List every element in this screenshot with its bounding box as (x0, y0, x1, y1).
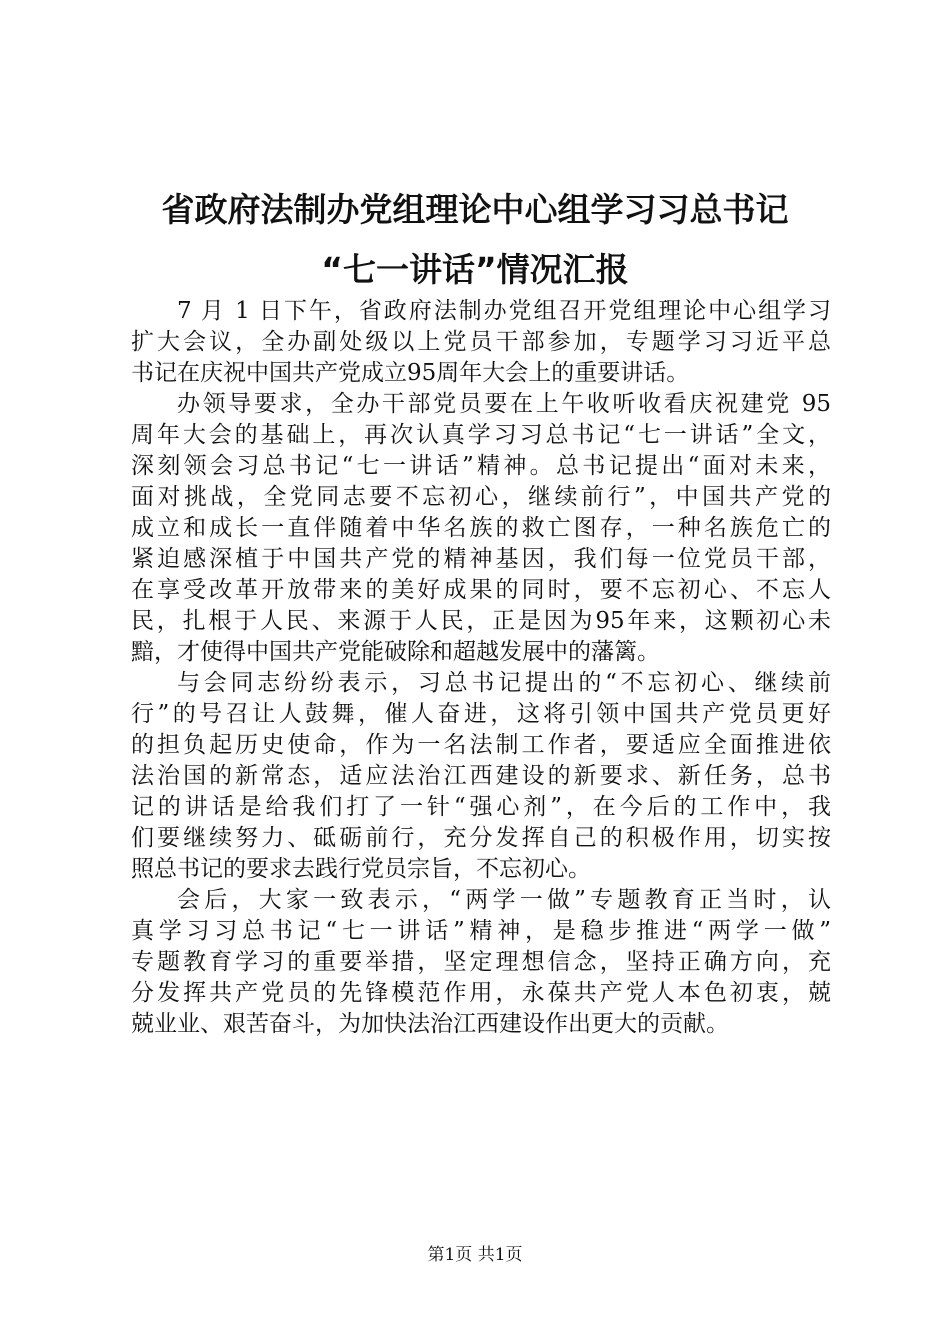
paragraph-line: 办领导要求，全办干部党员要在上午收听收看庆祝建党 95 (177, 391, 831, 417)
paragraph-line: 面对挑战，全党同志要不忘初心，继续前行”，中国共产党的 (131, 484, 831, 510)
paragraph-line: 扩大会议，全办副处级以上党员干部参加，专题学习习近平总 (131, 329, 831, 355)
paragraph-line: 成立和成长一直伴随着中华名族的救亡图存，一种名族危亡的 (131, 515, 831, 541)
paragraph-1 (131, 296, 831, 389)
paragraph-line: 周年大会的基础上，再次认真学习习总书记“七一讲话”全文， (131, 422, 831, 448)
paragraph-line: 分发挥共产党员的先锋模范作用，永葆共产党人本色初衷，兢 (131, 980, 831, 1006)
paragraph-line: 兢业业、艰苦奋斗，为加快法治江西建设作出更大的贡献。 (131, 1011, 729, 1037)
paragraph-line: 行”的号召让人鼓舞，催人奋进，这将引领中国共产党员更好 (131, 701, 831, 727)
paragraph-line: 会后，大家一致表示，“两学一做”专题教育正当时，认 (177, 887, 831, 913)
page-footer: 第1页 共1页 (427, 1245, 523, 1265)
document-body (131, 296, 831, 1040)
paragraph-line: 的担负起历史使命，作为一名法制工作者，要适应全面推进依 (131, 732, 831, 758)
paragraph-line: 真学习习总书记“七一讲话”精神，是稳步推进“两学一做” (131, 918, 831, 944)
paragraph-line: 照总书记的要求去践行党员宗旨，不忘初心。 (131, 856, 591, 882)
paragraph-line: 们要继续努力、砥砺前行，充分发挥自己的积极作用，切实按 (131, 825, 831, 851)
paragraph-3 (131, 668, 831, 885)
document-title-line-1: 省政府法制办党组理论中心组学习习总书记 (161, 190, 789, 229)
paragraph-line: 与会同志纷纷表示，习总书记提出的“不忘初心、继续前 (177, 670, 831, 696)
paragraph-4 (131, 885, 831, 1040)
paragraph-2 (131, 389, 831, 668)
paragraph-line: 黯，才使得中国共产党能破除和超越发展中的藩篱。 (131, 639, 660, 665)
paragraph-line: 法治国的新常态，适应法治江西建设的新要求、新任务，总书 (131, 763, 831, 789)
paragraph-line: 记的讲话是给我们打了一针“强心剂”，在今后的工作中，我 (131, 794, 831, 820)
paragraph-line: 专题教育学习的重要举措，坚定理想信念，坚持正确方向，充 (131, 949, 831, 975)
paragraph-line: 紧迫感深植于中国共产党的精神基因，我们每一位党员干部， (131, 546, 831, 572)
paragraph-line: 书记在庆祝中国共产党成立95周年大会上的重要讲话。 (131, 360, 690, 386)
paragraph-line: 在享受改革开放带来的美好成果的同时，要不忘初心、不忘人 (131, 577, 831, 603)
paragraph-line: 深刻领会习总书记“七一讲话”精神。总书记提出“面对未来， (131, 453, 831, 479)
document-title-line-2: “七一讲话”情况汇报 (321, 250, 629, 289)
paragraph-line: 民，扎根于人民、来源于人民，正是因为95年来，这颗初心未 (131, 608, 831, 634)
paragraph-line: 7 月 1 日下午，省政府法制办党组召开党组理论中心组学习 (177, 298, 831, 324)
